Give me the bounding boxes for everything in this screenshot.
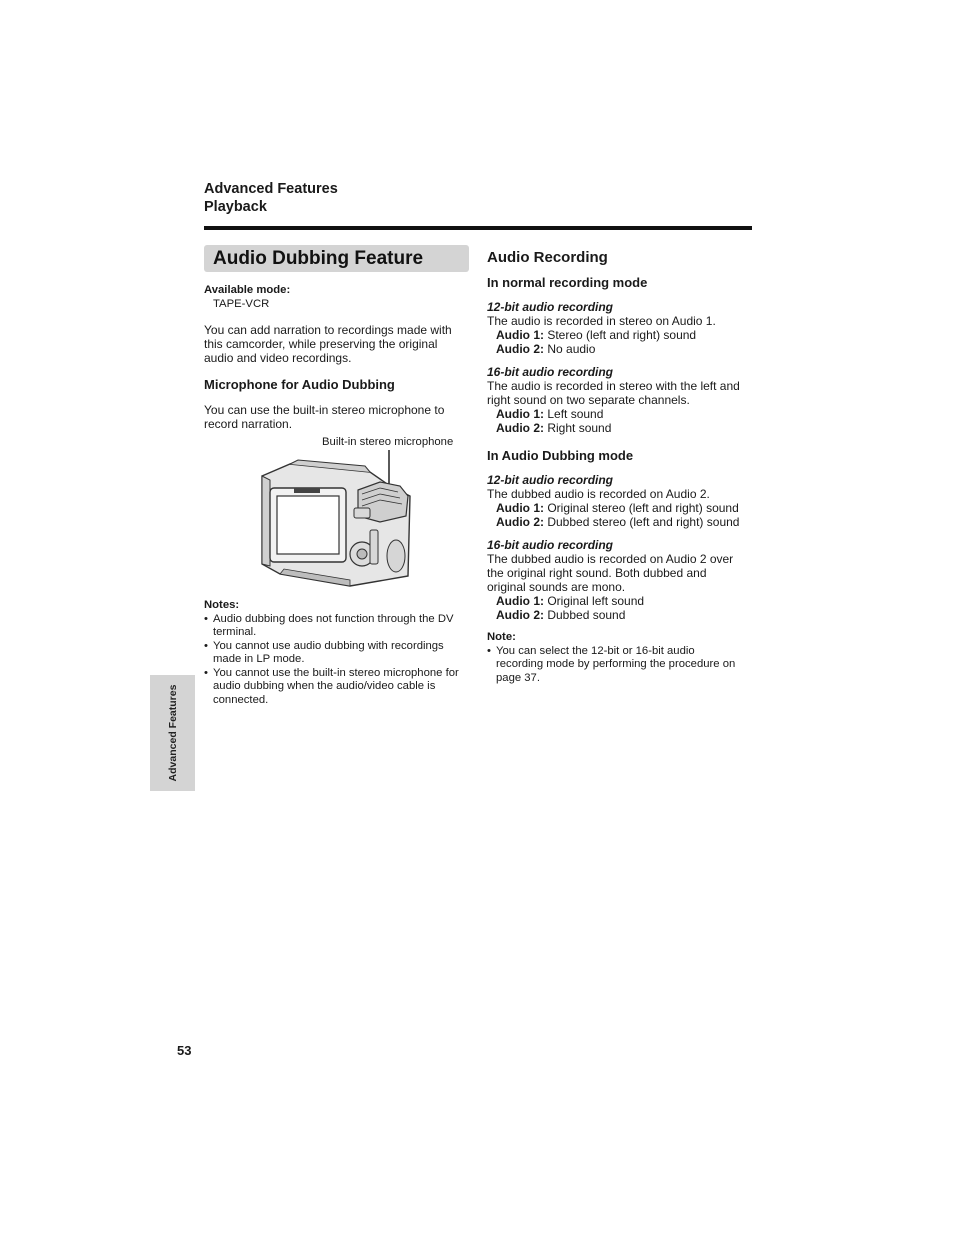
audio1-row [487,328,755,342]
dubbing-16bit-block [487,538,755,622]
audio1-key: Audio 1: [496,407,544,421]
mode-label: 16-bit audio recording [487,365,614,379]
audio1-key: Audio 1: [496,501,544,515]
available-mode [204,284,290,311]
mode-desc: The dubbed audio is recorded on Audio 2. [487,487,710,501]
audio2-value: Dubbed stereo (left and right) sound [547,515,740,529]
note-line: • You cannot use the built-in stereo microphone for [213,666,459,679]
audio1-value: Original stereo (left and right) sound [547,501,739,515]
note-line: • You can select the 12-bit or 16-bit audio [496,644,695,657]
note-line: audio dubbing when the audio/video cable is [213,680,436,692]
audio2-key: Audio 2: [496,421,544,435]
available-mode-value: TAPE-VCR [213,297,270,310]
mode-desc: The dubbed audio is recorded on Audio 2 over [487,552,734,566]
page-number: 53 [177,1043,192,1058]
mic-line: You can use the built-in stereo microphone to [204,403,445,417]
audio2-key: Audio 2: [496,515,544,529]
audio2-value: Right sound [547,421,612,435]
mode-label: 12-bit audio recording [487,300,614,314]
mode-label: 12-bit audio recording [487,473,614,487]
note-line: terminal. [213,626,257,638]
audio2-key: Audio 2: [496,608,544,622]
note-line: recording mode by performing the procedure on [496,658,736,670]
note-block [487,631,755,685]
audio-recording-heading: Audio Recording [487,249,608,266]
mode-desc: right sound on two separate channels. [487,393,690,407]
header-subsection: Playback [204,199,267,215]
section-title-box [204,245,469,272]
audio1-row [487,407,755,421]
intro-line: audio and video recordings. [204,351,352,365]
normal-16bit-block [487,365,755,435]
figure-label: Built-in stereo microphone [322,436,454,448]
mode-label: 16-bit audio recording [487,538,614,552]
note-item [487,645,755,686]
section-title: Audio Dubbing Feature [213,248,424,269]
mic-paragraph [204,403,444,431]
mic-heading: Microphone for Audio Dubbing [204,377,395,392]
mode-desc: The audio is recorded in stereo on Audio 1. [487,314,716,328]
audio2-row [487,608,755,622]
mode-desc: original sounds are mono. [487,580,626,594]
header-rule [204,226,752,230]
mode-desc: The audio is recorded in stereo with the left and [487,379,740,393]
intro-line: You can add narration to recordings made with [204,323,452,337]
normal-mode-heading: In normal recording mode [487,275,648,290]
dubbing-12bit-block [487,473,755,529]
audio2-value: Dubbed sound [547,608,626,622]
audio2-row [487,342,755,356]
intro-line: this camcorder, while preserving the original [204,337,438,351]
running-header [204,180,338,216]
mode-desc: the original right sound. Both dubbed and [487,566,707,580]
audio1-row [487,501,755,515]
note-item [204,667,472,708]
dubbing-mode-heading: In Audio Dubbing mode [487,448,634,463]
audio1-key: Audio 1: [496,328,544,342]
note-line: connected. [213,693,269,706]
note-label: Note: [487,631,516,643]
note-line: • Audio dubbing does not function through the DV [213,612,454,625]
notes-label: Notes: [204,599,240,611]
side-tab [150,675,195,791]
header-section: Advanced Features [204,181,338,197]
audio1-value: Original left sound [547,594,645,608]
audio1-value: Stereo (left and right) sound [547,328,697,342]
audio2-row [487,421,755,435]
audio1-key: Audio 1: [496,594,544,608]
note-line: • You cannot use audio dubbing with recordings [213,639,444,652]
audio2-key: Audio 2: [496,342,544,356]
notes-block [204,599,472,707]
camcorder-illustration [250,446,415,591]
note-item [204,640,472,667]
audio2-row [487,515,755,529]
mic-line: record narration. [204,417,293,431]
intro-paragraph [204,323,452,365]
note-line: made in LP mode. [213,653,305,665]
audio1-value: Left sound [547,407,604,421]
note-item [204,613,472,640]
available-mode-label: Available mode: [204,284,291,296]
audio1-row [487,594,755,608]
audio2-value: No audio [547,342,596,356]
side-tab-label: Advanced Features [166,684,179,782]
normal-12bit-block [487,300,755,356]
note-line: page 37. [496,671,540,684]
